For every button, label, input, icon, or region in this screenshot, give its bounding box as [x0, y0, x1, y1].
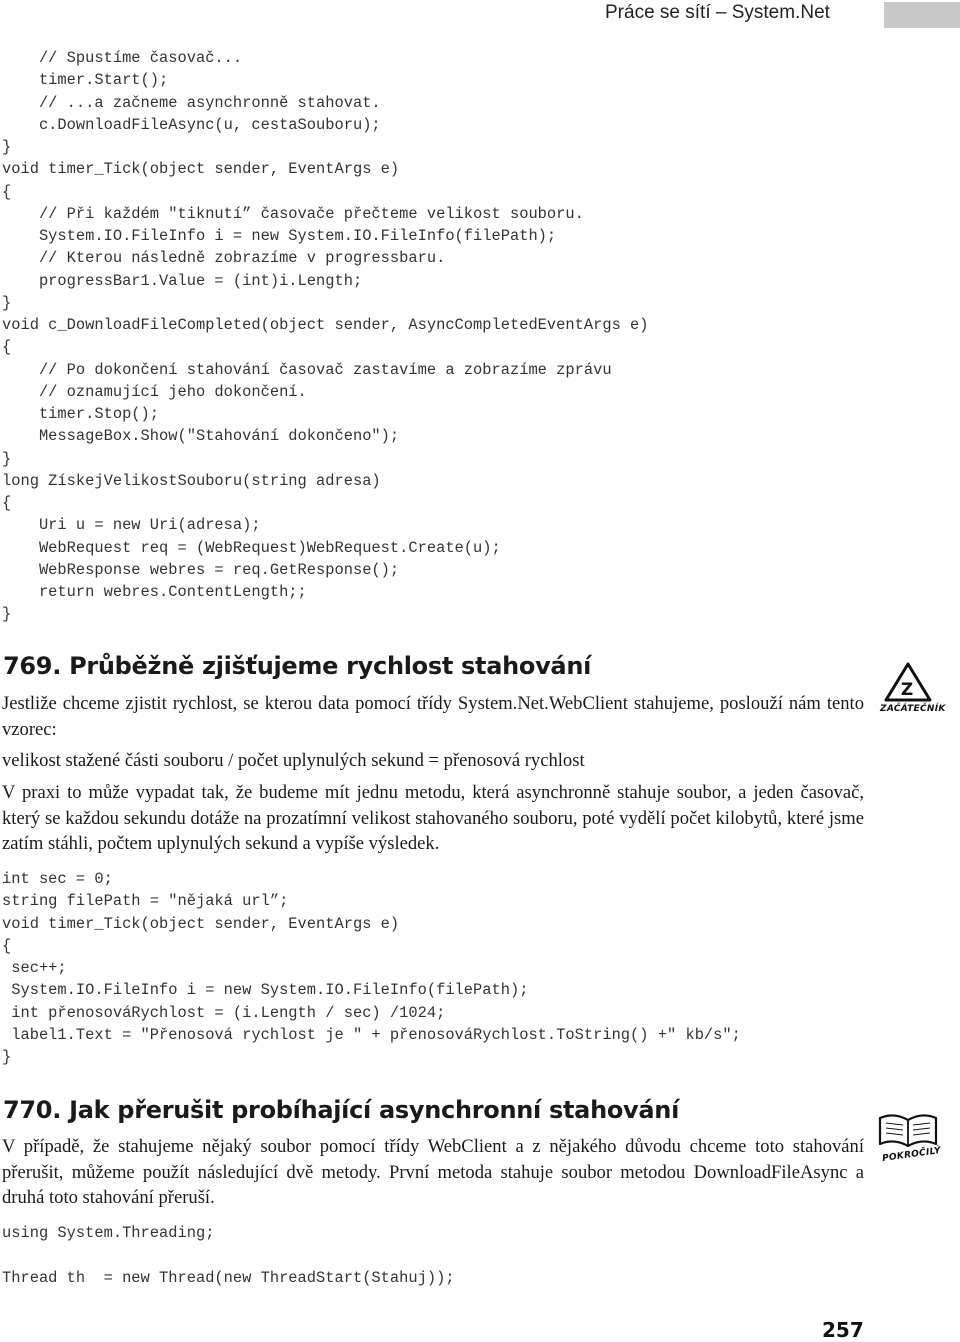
section-heading-770: 770. Jak přerušit probíhající asynchronní stahování — [3, 1096, 680, 1124]
advanced-book-icon — [872, 1108, 946, 1152]
code-block-top: // Spustíme časovač... timer.Start(); // ...a začneme asynchronně stahovat. c.DownloadFileAsync(u, cestaSouboru); } void timer_Tick(object sender, EventArgs e) { // Při každém "tiknutí” časovače přečteme velikost souboru. System.IO.FileInfo i = new System.IO.FileInfo(filePath); // Kterou následně zobrazíme v progressbaru. progressBar1.Value = (int)i.Length; } void c_DownloadFileCompleted(object sender, AsyncCompletedEventArgs e) { // Po dokončení stahování časovač zastavíme a zobrazíme zprávu // oznamující jeho dokončení. timer.Stop(); MessageBox.Show("Stahování dokončeno"); } long ZískejVelikostSouboru(string adresa) { Uri u = new Uri(adresa); WebRequest req = (WebRequest)WebRequest.Create(u); WebResponse webres = req.GetResponse(); return webres.ContentLength;; } — [2, 49, 649, 624]
code-block-using: using System.Threading; — [2, 1224, 215, 1242]
paragraph-769-intro: Jestliže chceme zjistit rychlost, se kterou data pomocí třídy System.Net.WebClient stahujeme, poslouží nám tento vzorec: — [2, 693, 864, 740]
paragraph-769-formula: velikost stažené části souboru / počet uplynulých sekund = přenosová rychlost — [2, 750, 585, 771]
header-bar — [884, 2, 960, 28]
svg-text:Z: Z — [900, 680, 914, 700]
paragraph-770-intro: V případě, že stahujeme nějaký soubor pomocí třídy WebClient a z nějakého důvodu chceme toto stahování přerušit, můžeme použít následující dvě metody. První metoda stahuje soubor metodou DownloadFileAsync a druhá toto stahování přeruší. — [2, 1136, 864, 1208]
badge-advanced — [872, 1108, 952, 1168]
beginner-z-icon — [876, 660, 946, 706]
page-number: 257 — [822, 1318, 864, 1342]
running-header: Práce se sítí – System.Net — [605, 2, 830, 23]
badge-beginner — [876, 660, 946, 720]
code-block-thread: Thread th = new Thread(new ThreadStart(Stahuj)); — [2, 1269, 455, 1287]
paragraph-769-practice: V praxi to může vypadat tak, že budeme mít jednu metodu, která asynchronně stahuje soubor, a jeden časovač, který se každou sekundu dotáže na prozatímní velikost stahovaného souboru, poté vydělí počet kilobytů, které jsme zatím stáhli, počtem uplynulých sekund a vypíše výsledek. — [2, 782, 864, 854]
badge-beginner-label: ZAČÁTEČNÍK — [880, 704, 946, 714]
section-heading-769: 769. Průběžně zjišťujeme rychlost stahování — [3, 652, 592, 680]
badge-advanced-label: POKROČILÝ — [881, 1145, 942, 1165]
code-block-middle: int sec = 0; string filePath = "nějaká url”; void timer_Tick(object sender, EventArgs e) { sec++; System.IO.FileInfo i = new System.IO.FileInfo(filePath); int přenosováRychlost = (i.Length / sec) /1024; label1.Text = "Přenosová rychlost je " + přenosováRychlost.ToString() +" kb/s"; } — [2, 870, 741, 1066]
